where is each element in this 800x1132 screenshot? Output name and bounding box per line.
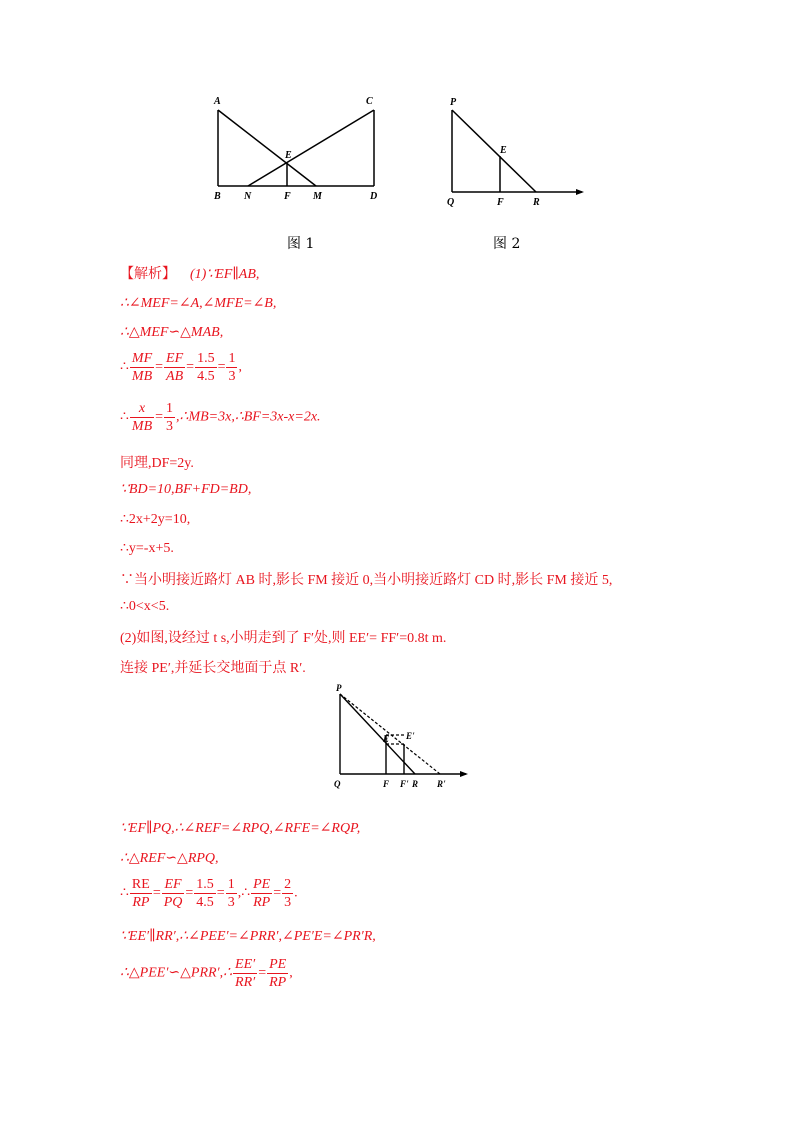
label-E: E: [500, 145, 507, 156]
solution-line-13: 连接 PE′,并延长交地面于点 R′.: [120, 661, 306, 676]
solution-line-6: 同理,DF=2y.: [120, 456, 194, 471]
figure-2-caption: 图 2: [493, 236, 521, 252]
solution-line-1: [120, 263, 259, 283]
solution-line-11: ∴0<x<5.: [120, 599, 170, 614]
solution-line-18: ∴△PEE′∽△PRR′,∴ $\frac{EE'}{RR'}$ = $\frac{PE}{RP}$ ,: [120, 957, 293, 990]
solution-line-14: ∵EF∥PQ,∴∠REF=∠RPQ,∠RFE=∠RQP,: [120, 821, 361, 836]
label-E-prime: E': [406, 731, 415, 741]
label-E: E: [383, 734, 390, 744]
label-Q: Q: [334, 779, 341, 789]
label-P: P: [336, 683, 342, 693]
label-C: C: [366, 96, 373, 107]
label-A: A: [214, 96, 221, 107]
solution-line-5: ∴ $\frac{x}{MB}$ = $\frac{1}{3}$ ,∴MB=3x,∴BF=3x-x=2x.: [120, 401, 321, 434]
figure-1-caption: 图 1: [287, 236, 315, 252]
label-P: P: [450, 97, 457, 108]
label-B: B: [214, 191, 221, 202]
label-D: D: [370, 191, 378, 202]
label-F: F: [497, 197, 504, 207]
label-N: N: [244, 191, 252, 202]
solution-line-16: ∴ $\frac{RE}{RP}$ = $\frac{EF}{PQ}$ = $\frac{1.5}{4.5}$ = $\frac{1}{3}$ ,∴ $\frac{PE}{RP}$ = $\frac{2}{3}$ .: [120, 877, 298, 910]
figure-1: [200, 92, 400, 207]
solution-line-2: ∴∠MEF=∠A,∠MFE=∠B,: [120, 296, 277, 311]
solution-line-17: ∵EE′∥RR′,∴∠PEE′=∠PRR′,∠PE′E=∠PR′R,: [120, 929, 376, 944]
label-Q: Q: [447, 197, 455, 207]
label-R-prime: R': [437, 779, 446, 789]
label-M: M: [313, 191, 322, 202]
solution-line-4: ∴ $\frac{MF}{MB}$ = $\frac{EF}{AB}$ = $\frac{1.5}{4.5}$ = $\frac{1}{3}$ ,: [120, 351, 242, 384]
solution-line-8: ∴2x+2y=10,: [120, 512, 191, 527]
solution-line-12: (2)如图,设经过 t s,小明走到了 F′处,则 EE′= FF′=0.8t m.: [120, 631, 447, 646]
label-F: F: [284, 191, 291, 202]
solution-line-15: ∴△REF∽△RPQ,: [120, 851, 219, 866]
analysis-tag: 【解析】: [120, 267, 176, 282]
label-F: F: [383, 779, 390, 789]
label-R: R: [412, 779, 419, 789]
solution-line-3: ∴△MEF∽△MAB,: [120, 325, 224, 340]
solution-line-10: ∵当小明接近路灯 AB 时,影长 FM 接近 0,当小明接近路灯 CD 时,影长 FM 接近 5,: [120, 573, 613, 588]
solution-text: (1)∵EF∥AB,: [190, 267, 260, 282]
solution-line-7: ∵BD=10,BF+FD=BD,: [120, 482, 252, 497]
label-F-prime: F': [400, 779, 409, 789]
label-E: E: [285, 150, 292, 161]
solution-line-9: ∴y=-x+5.: [120, 541, 174, 556]
figure-3: [328, 682, 473, 792]
label-R: R: [533, 197, 540, 207]
figure-2: [440, 92, 590, 207]
